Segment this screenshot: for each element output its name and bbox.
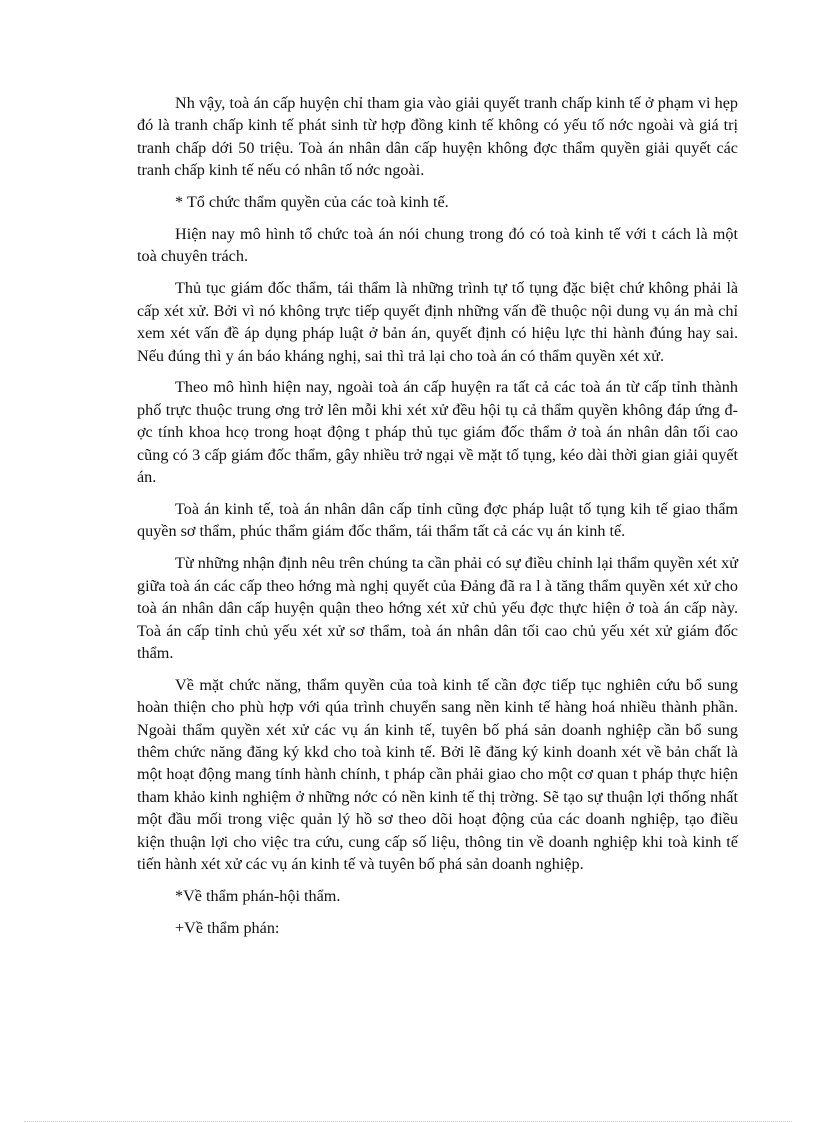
paragraph-cassation-review: Thủ tục giám đốc thẩm, tái thẩm là những trình tự tố tụng đặc biệt chứ không phải là cấp xét xử. Bởi vì nó không trực tiếp quyết định những vấn đề thuộc nội dung vụ án mà chỉ xem xét vấn đề áp dụng pháp luật ở bản án, quyết định có hiệu lực thi hành đúng hay sai. Nếu đúng thì y án báo kháng nghị, sai thì trả lại cho toà án có thẩm quyền xét xử. [137,279,738,365]
heading-judges: +Về thẩm phán: [175,918,280,937]
paragraph-district-court-scope: Nh vậy, toà án cấp huyện chỉ tham gia vào giải quyết tranh chấp kinh tế ở phạm vi hẹp đó là tranh chấp kinh tế phát sinh từ hợp đồng kinh tế không có yếu tố nớc ngoài và giá trị tranh chấp dới 50 triệu. Toà án nhân dân cấp huyện không đợc thẩm quyền giải quyết các tranh chấp kinh tế nếu có nhân tố nớc ngoài. [137,94,738,180]
document-page [137,92,738,949]
page-bottom-divider [24,1121,792,1122]
heading-organization-jurisdiction: * Tổ chức thẩm quyền của các toà kinh tế. [175,193,449,212]
paragraph-function-jurisdiction: Về mặt chức năng, thẩm quyền của toà kinh tế cần đợc tiếp tục nghiên cứu bổ sung hoàn thiện cho phù hợp với qúa trình chuyển sang nền kinh tế hàng hoá nhiều thành phần. Ngoài thẩm quyền xét xử các vụ án kinh tế, tuyên bố phá sản doanh nghiệp cần bổ sung thêm chức năng đăng ký kkd cho toà kinh tế. Bởi lẽ đăng ký kinh doanh xét về bản chất là một hoạt động mang tính hành chính, t pháp cần phải giao cho một cơ quan t pháp thực hiện tham khảo kinh nghiệm ở những nớc có nền kinh tế thị trờng. Sẽ tạo sự thuận lợi thống nhất một đầu mối trong việc quản lý hồ sơ theo dõi hoạt động của các doanh nghiệp, tạo điều kiện thuận lợi cho việc tra cứu, cung cấp số liệu, thông tin về doanh nghiệp khi toà kinh tế tiến hành xét xử các vụ án kinh tế và tuyên bố phá sản doanh nghiệp. [137,675,738,874]
heading-judges-assessors: *Về thẩm phán-hội thẩm. [175,887,341,905]
paragraph-provincial-court: Toà án kinh tế, toà án nhân dân cấp tỉnh cũng đợc pháp luật tố tụng kih tế giao thẩm quyền sơ thẩm, phúc thẩm giám đốc thẩm, tái thẩm tất cả các vụ án kinh tế. [137,500,738,541]
paragraph-adjust-jurisdiction: Từ những nhận định nêu trên chúng ta cần phải có sự điều chỉnh lại thẩm quyền xét xử giữa toà án các cấp theo hớng mà nghị quyết của Đảng đã ra l à tăng thẩm quyền xét xử cho toà án nhân dân cấp huyện quận theo hớng xét xử chủ yếu đợc thực hiện ở toà án cấp này. Toà án cấp tỉnh chủ yếu xét xử sơ thẩm, toà án nhân dân tối cao chủ yếu xét xử giám đốc thẩm. [137,554,738,662]
paragraph-court-model: Hiện nay mô hình tổ chức toà án nói chung trong đó có toà kinh tế với t cách là một toà chuyên trách. [137,225,738,266]
paragraph-current-model: Theo mô hình hiện nay, ngoài toà án cấp huyện ra tất cả các toà án từ cấp tỉnh thành phố trực thuộc trung ơng trở lên mỗi khi xét xử đều hội tụ cả thẩm quyền không đáp ứng đợc tính khoa hcọ trong hoạt động t pháp thủ tục giám đốc thẩm ở toà án nhân dân tối cao cũng có 3 cấp giám đốc thẩm, gây nhiều trở ngại về mặt tố tụng, kéo dài thời gian giải quyết án. [137,378,738,487]
